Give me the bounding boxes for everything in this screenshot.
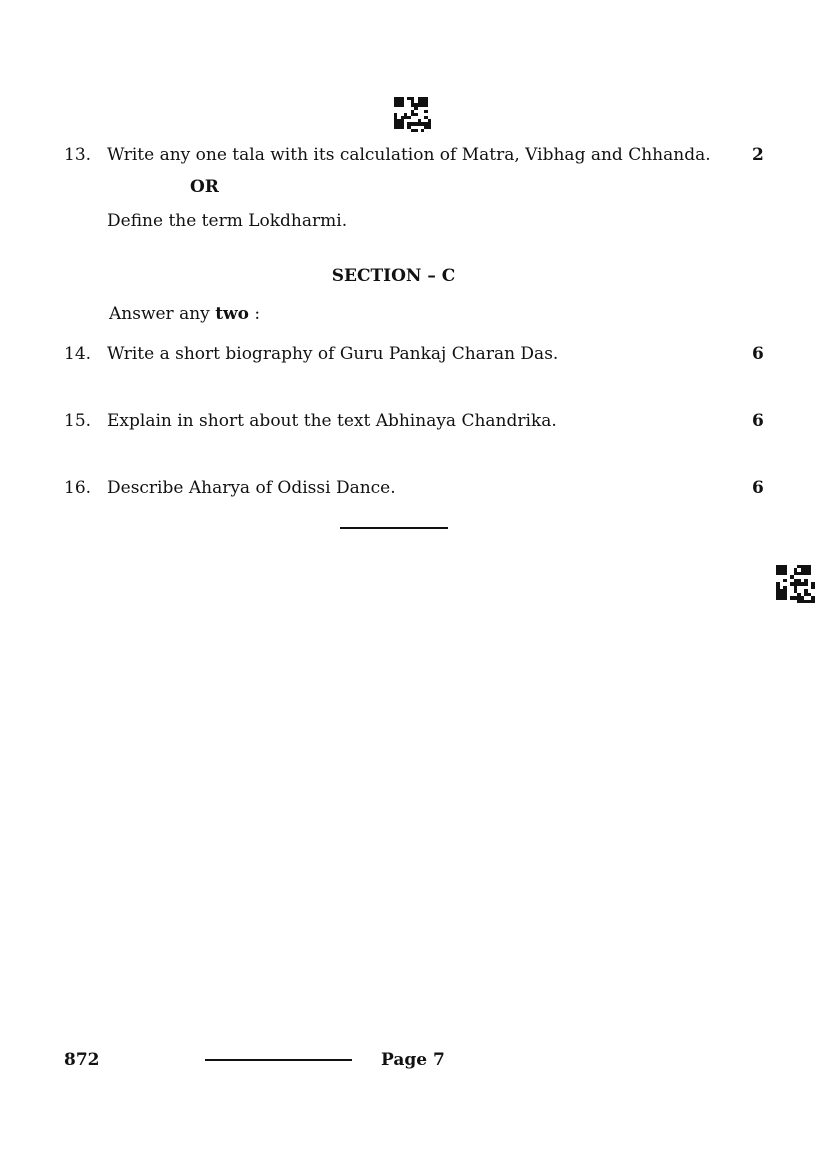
instruction-suffix: : — [254, 304, 261, 324]
end-of-questions-rule — [340, 527, 448, 529]
question-16-text: Describe Aharya of Odissi Dance. — [107, 478, 396, 498]
question-15-text: Explain in short about the text Abhinaya Chandrika. — [107, 411, 557, 431]
qr-module — [811, 600, 815, 603]
or-label: OR — [190, 177, 219, 197]
qr-code-top — [394, 97, 431, 132]
question-14-number: 14. — [64, 344, 92, 364]
instruction-count: two — [215, 304, 250, 324]
question-16-number: 16. — [64, 478, 92, 498]
question-15-number: 15. — [64, 411, 92, 431]
question-16-marks: 6 — [752, 478, 764, 498]
instruction-prefix: Answer any — [109, 304, 210, 324]
question-13-text: Write any one tala with its calculation of Matra, Vibhag and Chhanda. — [107, 145, 711, 165]
page-number: Page 7 — [381, 1050, 445, 1070]
paper-code: 872 — [64, 1050, 100, 1070]
question-13-number: 13. — [64, 145, 92, 165]
qr-code-side — [776, 565, 815, 603]
question-14-text: Write a short biography of Guru Pankaj Charan Das. — [107, 344, 559, 364]
section-instruction — [109, 304, 260, 324]
section-c-title: SECTION – C — [331, 266, 456, 286]
question-14-marks: 6 — [752, 344, 764, 364]
question-13-alternative-text: Define the term Lokdharmi. — [107, 211, 348, 231]
footer-rule — [205, 1059, 352, 1061]
question-15-marks: 6 — [752, 411, 764, 431]
qr-module — [428, 129, 431, 132]
question-13-marks: 2 — [752, 145, 764, 165]
